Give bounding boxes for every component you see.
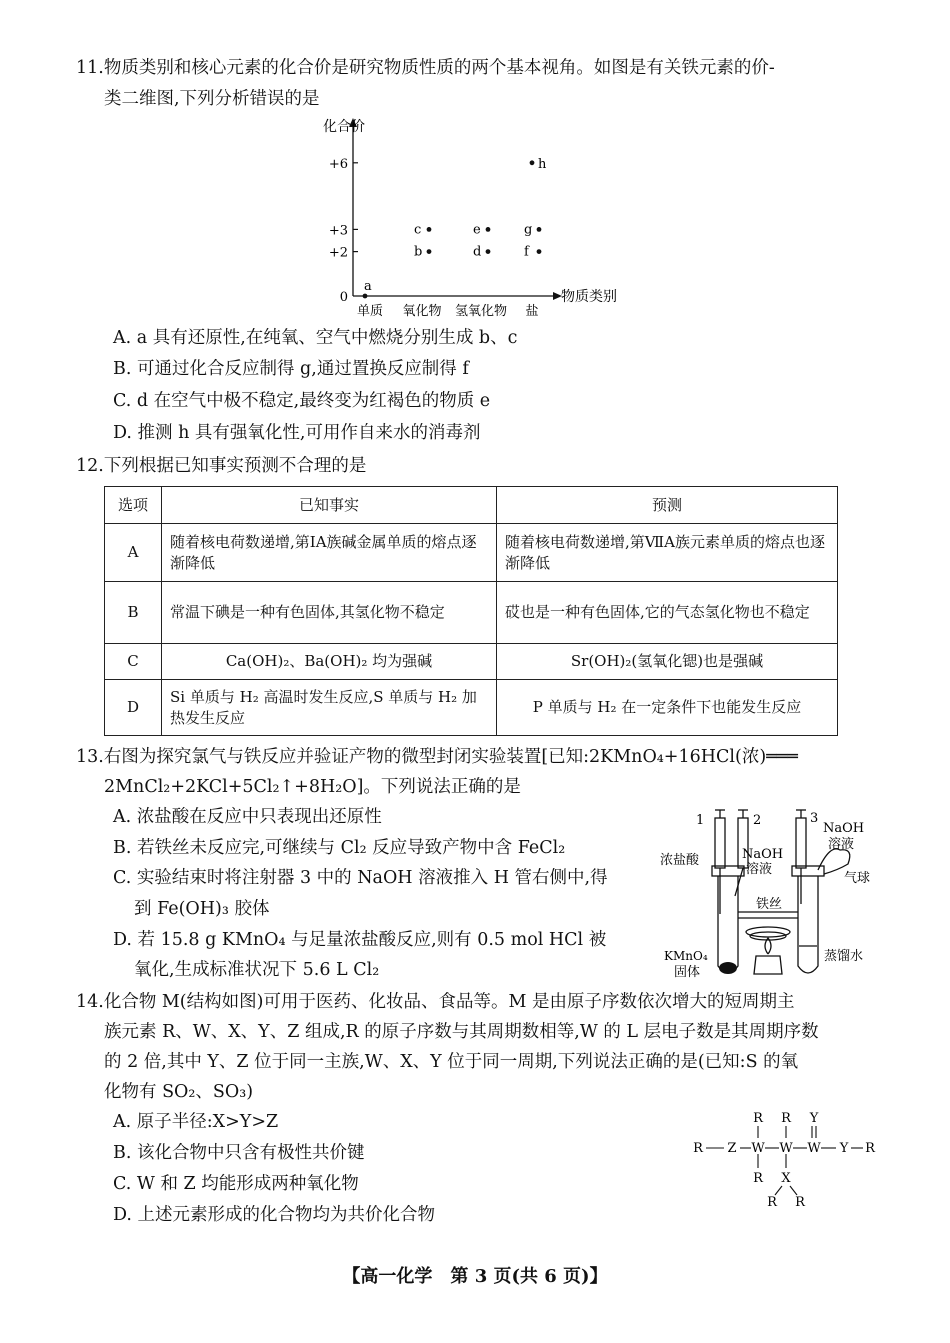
syringe-1-label: 1 [696, 813, 705, 828]
y-tick-label: +3 [328, 223, 348, 239]
naoh-2-label-2: 溶液 [746, 862, 773, 877]
syringe-2-label: 2 [753, 813, 762, 828]
atom-r: R [767, 1195, 777, 1208]
syringe-3-label: 3 [810, 811, 819, 826]
table-row [105, 582, 838, 644]
q12-header-option: 选项 [105, 487, 162, 524]
point-g [537, 227, 542, 232]
q13-option-c-cont: 到 Fe(OH)₃ 胶体 [134, 899, 270, 919]
q12-row-a-opt: A [105, 524, 162, 582]
table-row [105, 644, 838, 680]
x-tick-label: 单质 [356, 304, 384, 319]
q14-stem-line4: 化物有 SO₂、SO₃) [104, 1082, 254, 1102]
page-footer: 【高一化学 第 3 页(共 6 页)】 [342, 1266, 608, 1287]
q13-option-d-cont: 氧化,生成标准状况下 5.6 L Cl₂ [134, 960, 380, 980]
atom-w: W [807, 1141, 821, 1156]
q14-stem-line3: 的 2 倍,其中 Y、Z 位于同一主族,W、X、Y 位于同一周期,下列说法正确的是(已知:S 的氧 [104, 1052, 799, 1072]
q13-stem-line1: 13.右图为探究氯气与铁反应并验证产物的微型封闭实验装置[已知:2KMnO₄+16HCl(浓)═══ [76, 747, 798, 767]
atom-r: R [753, 1171, 763, 1186]
atom-w: W [779, 1141, 793, 1156]
y-tick-label: +6 [328, 156, 348, 172]
point-label-h: h [538, 156, 547, 172]
point-label-b: b [414, 244, 423, 260]
q12-row-b-fact: 常温下碘是一种有色固体,其氢化物不稳定 [162, 582, 497, 644]
q12-row-c-fact: Ca(OH)₂、Ba(OH)₂ 均为强碱 [162, 644, 497, 680]
point-label-d: d [473, 244, 482, 260]
point-label-c: c [414, 222, 422, 238]
q11-option-c: C. d 在空气中极不稳定,最终变为红褐色的物质 e [113, 391, 491, 411]
atom-x: X [781, 1171, 791, 1186]
q11-stem-line1: 11.物质类别和核心元素的化合价是研究物质性质的两个基本视角。如图是有关铁元素的价- [76, 58, 775, 78]
q11-option-a: A. a 具有还原性,在纯氧、空气中燃烧分别生成 b、c [113, 328, 518, 348]
atom-r: R [693, 1141, 703, 1156]
q14-stem-line1: 14.化合物 M(结构如图)可用于医药、化妆品、食品等。M 是由原子序数依次增大的短周期主 [76, 992, 795, 1012]
naoh-2-label: NaOH [742, 847, 784, 862]
x-tick-label: 氢氧化物 [454, 304, 508, 319]
q13-option-b: B. 若铁丝未反应完,可继续与 Cl₂ 反应导致产物中含 FeCl₂ [113, 838, 566, 858]
atom-y: Y [809, 1111, 819, 1126]
balloon-label: 气球 [844, 871, 871, 886]
q12-row-c-opt: C [105, 644, 162, 680]
q11-option-d: D. 推测 h 具有强氧化性,可用作自来水的消毒剂 [113, 423, 481, 443]
naoh-3-label: NaOH [823, 821, 865, 836]
table-row [105, 680, 838, 736]
point-label-f: f [524, 244, 529, 260]
atom-y: Y [839, 1141, 849, 1156]
kmno4-label-2: 固体 [674, 965, 701, 980]
atom-r: R [795, 1195, 805, 1208]
q12-header-fact: 已知事实 [162, 487, 497, 524]
q14-option-b: B. 该化合物中只含有极性共价键 [113, 1143, 365, 1163]
y-tick-label: +2 [328, 245, 348, 261]
q12-row-b-pred: 砹也是一种有色固体,它的气态氢化物也不稳定 [497, 582, 838, 644]
q12-row-d-opt: D [105, 680, 162, 736]
x-tick-label: 氧化物 [402, 304, 442, 319]
q12-table [104, 486, 838, 736]
y-tick-label: 0 [339, 290, 348, 305]
iron-wire-label: 铁丝 [756, 897, 783, 912]
q12-row-d-pred: P 单质与 H₂ 在一定条件下也能发生反应 [497, 680, 838, 736]
q14-option-a: A. 原子半径:X>Y>Z [113, 1112, 279, 1132]
q11-valence-chart [318, 112, 638, 322]
chart-xlabel: 物质类别 [561, 289, 617, 305]
point-label-e: e [473, 222, 481, 238]
atom-r: R [753, 1111, 763, 1126]
q12-header-pred: 预测 [497, 487, 838, 524]
q13-option-a: A. 浓盐酸在反应中只表现出还原性 [113, 807, 382, 827]
point-e [486, 227, 491, 232]
point-b [427, 249, 432, 254]
q11-stem-line2: 类二维图,下列分析错误的是 [104, 89, 320, 109]
chart-ylabel: 化合价 [323, 119, 365, 135]
point-h [530, 160, 535, 165]
table-row [105, 524, 838, 582]
point-a [363, 294, 368, 299]
water-label: 蒸馏水 [824, 949, 864, 964]
naoh-3-label-2: 溶液 [828, 837, 855, 852]
q14-option-c: C. W 和 Z 均能形成两种氧化物 [113, 1174, 359, 1194]
q13-option-c: C. 实验结束时将注射器 3 中的 NaOH 溶液推入 H 管右侧中,得 [113, 868, 608, 888]
atom-z: Z [727, 1141, 737, 1156]
q12-row-b-opt: B [105, 582, 162, 644]
hcl-label: 浓盐酸 [660, 853, 700, 868]
q13-apparatus-diagram [660, 804, 880, 986]
point-label-a: a [364, 279, 372, 294]
q12-row-a-fact: 随着核电荷数递增,第ⅠA族碱金属单质的熔点逐渐降低 [162, 524, 497, 582]
atom-r: R [781, 1111, 791, 1126]
point-f [537, 249, 542, 254]
kmno4-label: KMnO₄ [664, 949, 708, 963]
q12-stem: 12.下列根据已知事实预测不合理的是 [76, 456, 367, 476]
q11-option-b: B. 可通过化合反应制得 g,通过置换反应制得 f [113, 359, 469, 379]
point-d [486, 249, 491, 254]
q14-stem-line2: 族元素 R、W、X、Y、Z 组成,R 的原子序数与其周期数相等,W 的 L 层电子数是其周期序数 [104, 1022, 819, 1042]
q14-option-d: D. 上述元素形成的化合物均为共价化合物 [113, 1205, 436, 1225]
q12-row-c-pred: Sr(OH)₂(氢氧化锶)也是强碱 [497, 644, 838, 680]
q12-row-a-pred: 随着核电荷数递增,第ⅦA族元素单质的熔点也逐渐降低 [497, 524, 838, 582]
q12-row-d-fact: Si 单质与 H₂ 高温时发生反应,S 单质与 H₂ 加热发生反应 [162, 680, 497, 736]
q13-stem-line2: 2MnCl₂+2KCl+5Cl₂↑+8H₂O]。下列说法正确的是 [104, 777, 521, 797]
q14-structure-diagram [690, 1108, 880, 1208]
x-tick-label: 盐 [525, 304, 539, 319]
point-c [427, 227, 432, 232]
point-label-g: g [524, 222, 533, 238]
atom-w: W [751, 1141, 765, 1156]
q13-option-d: D. 若 15.8 g KMnO₄ 与足量浓盐酸反应,则有 0.5 mol HCl 被 [113, 930, 607, 950]
atom-r: R [865, 1141, 875, 1156]
